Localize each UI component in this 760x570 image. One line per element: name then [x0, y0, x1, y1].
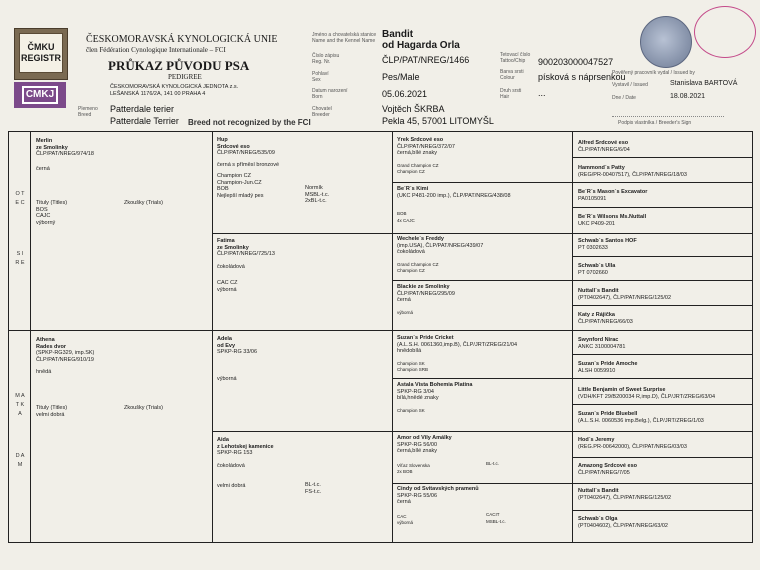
gen2-entry: Fatima ze Smolinky ČLP/PAT/NREG/725/13 čokoládová CAC CZ výborná [217, 238, 275, 293]
issued-by-label: Vystavil / Issued [612, 82, 648, 88]
gen4-entry: Hod`s Jeremy (REG.PR-00642000), ČLP/PAT/NREG/03/03 [578, 437, 687, 450]
gen3-entry: Cindy od Svitavských pramenů SPKP-RG 55/06 černá CAC výborná [397, 486, 479, 525]
gen4-entry: Nuttall`s Bandit (PT0402647), ČLP/PAT/NREG/125/02 [578, 288, 672, 301]
gen3-entry: Blackie ze Smolinky ČLP/PAT/NREG/295/09 černá výborná [397, 284, 455, 315]
dog-dob: 05.06.2021 [382, 89, 428, 99]
sex-label-en: Sex [312, 77, 321, 83]
breed-label-cz: Plemeno [78, 106, 98, 112]
gen4-entry: Alfred Srdcové eso ČLP/PAT/NREG/6/04 [578, 140, 630, 153]
gen3-entry: Wechele`s Freddy (imp.USA), ČLP/PAT/NREG/439/07 čokoládová Grand Champion CZ Champion CZ [397, 236, 484, 273]
issued-label: Pověřený pracovník vydal / Issued by [612, 70, 695, 76]
gen4-entry: Be`R`s Mason`s Excavator PA0105091 [578, 189, 648, 202]
gen2-exams: Normík MSBL-t.c. 2xBL-t.c. [305, 185, 330, 204]
sex-label: Pohlaví [312, 71, 329, 77]
issued-date: 18.08.2021 [670, 93, 706, 100]
color-label: Barva srsti [500, 69, 524, 75]
breeder-name: Vojtěch ŠKRBA [382, 104, 445, 114]
dam-name: Athena Rades dvor (SPKP-RG329, imp.SK) ČLP/PAT/NREG/910/19 hnědá [36, 337, 95, 375]
jednota: ČESKOMORAVSKÁ KYNOLOGICKÁ JEDNOTA z.s. [110, 84, 239, 90]
gen4-entry: Schwab`s Santos HOF PT 0302633 [578, 238, 637, 251]
chip-label: Tetovací číslo [500, 52, 531, 58]
gen4-entry: Little Benjamin of Sweet Surprise (VDH/KFT 29/B200034 R,imp.D), ČLP/JRT/ZREG/63/04 [578, 387, 716, 400]
gen4-entry: Swynford Nirac ANKC 3100004781 [578, 337, 626, 350]
dog-kennel: od Hagarda Orla [382, 40, 460, 51]
official-seal [640, 16, 692, 68]
issued-name: Stanislava BARTOVÁ [670, 80, 738, 87]
gen4-entry: Suzan`s Pride Amoche ALSH 0059910 [578, 361, 638, 374]
hair-label: Druh srsti [500, 88, 522, 94]
reg-label: Číslo zápisu [312, 53, 340, 59]
gen4-entry: Be`R`s Wilsons Ms.Nuttall UKC P409-201 [578, 214, 647, 227]
gen4-entry: Suzan`s Pride Bluebell (A.L.S.H. 0060536 imp.Belg.), ČLP/JRT/ZREG/1/03 [578, 411, 704, 424]
cmkj-logo [14, 82, 66, 108]
dog-color: písková s náprsenkou [538, 72, 626, 82]
chip-label-en: Tattoo/Chip [500, 58, 526, 64]
fci-note: Breed not recognized by the FCI [188, 118, 311, 127]
doc-subtitle: PEDIGREE [168, 73, 202, 81]
gen3-exams: CACIT MSBL-t.c. [486, 512, 506, 524]
dog-reg: ČLP/PAT/NREG/1466 [382, 55, 470, 65]
sire-label: S I R E [15, 251, 25, 266]
cmkj-logo-text: CMKJ [22, 86, 58, 104]
gen2-entry: Aida z Lehotskej kamenice SPKP-RG 153 čokoládová velmi dobrá [217, 437, 274, 489]
grid-top [8, 131, 753, 132]
gen3-entry: Amor od Vily Amálky SPKP-RG 56/00 černá,bílé znaky Víťaz Slovenska 2x BOB [397, 435, 452, 474]
gen4-entry: Schwab`s Ulla PT 0702660 [578, 263, 616, 276]
breed-cz: Patterdale terier [110, 104, 175, 114]
sire-trials: Zkoušky (Trials) [124, 200, 163, 206]
breed-en: Patterdale Terrier [110, 116, 179, 126]
gen4-entry: Hammond`s Patty (REG/PR-00407517), ČLP/PAT/NREG/18/03 [578, 165, 687, 178]
dam-trials: Zkoušky (Trials) [124, 405, 163, 411]
gen3-exam: BL-t.c. [486, 461, 500, 466]
sire-titles: Tituly (Titles) BOS CAJC výborný [36, 200, 68, 226]
name-label: Jméno a chovatelská stanice [312, 32, 377, 38]
gen3-entry: Astala Vista Bohemia Platina SPKP-RG 3/04 bílá,hnědé znaky Champion SK [397, 382, 473, 413]
gen4-entry: Katy z Rájička ČLP/PAT/NREG/66/03 [578, 312, 633, 325]
fci-member: člen Fédération Cynologique Internationale – FCI [86, 46, 226, 54]
gen2-exams: BL-t.c. FS-t.c. [305, 482, 322, 495]
dog-chip: 900203000047527 [538, 57, 614, 67]
breeder-label-en: Breeder [312, 112, 330, 118]
doc-title: PRŮKAZ PŮVODU PSA [108, 58, 250, 73]
dam-titles: Tituly (Titles) velmi dobrá [36, 405, 68, 418]
dog-hair: ... [538, 88, 546, 98]
signature-label: Podpis vlastníka / Breeder's Sign [618, 120, 692, 126]
dob-label-en: Born [312, 94, 323, 100]
gen3-entry: Suzan`s Pride Cricket (A.L.S.H. 0061360,imp.B), ČLP/JRT/ZREG/21/04 hnědobílá Champion SK Champion SRB [397, 335, 518, 372]
dog-sex: Pes/Male [382, 72, 420, 82]
gen2-entry: Adela od Evy SPKP-RG 33/06 výborná [217, 336, 258, 382]
cmku-registr-logo [14, 28, 68, 80]
date-label: Dne / Date [612, 95, 636, 101]
reg-label-en: Reg. Nr. [312, 59, 331, 65]
sire-name: Merlin ze Smolinky ČLP/PAT/NREG/974/18 černá [36, 138, 94, 172]
gen3-entry: Be`R`s Kimi (UKC P481-200 imp.), ČLP/PAT/NREG/438/08 BOB 4x CAJC [397, 186, 511, 223]
gen4-entry: Schwab`s Olga (PT0404602), ČLP/PAT/NREG/63/02 [578, 516, 668, 529]
hair-label-en: Hair [500, 94, 510, 100]
matka-label: M A T K A [15, 393, 25, 417]
breeder-address: Pekla 45, 57001 LITOMYŠL [382, 116, 494, 126]
dog-name: Bandit [382, 29, 414, 40]
gen4-entry: Nuttall`s Bandit (PT0402647), ČLP/PAT/NREG/125/02 [578, 488, 672, 501]
dam-label: D A M [15, 453, 25, 468]
name-label-en: Name and the Kennel Name [312, 38, 376, 44]
gen4-entry: Amazong Srdcové eso ČLP/PAT/NREG/7/05 [578, 463, 637, 476]
pink-stamp [694, 6, 756, 58]
color-label-en: Colour [500, 75, 515, 81]
breed-label-en: Breed [78, 112, 92, 118]
cmku-logo-text: ČMKU REGISTR [19, 33, 63, 73]
dob-label: Datum narození [312, 88, 348, 94]
otec-label: O T E C [15, 191, 25, 206]
gen2-entry: Hup Srdcové eso ČLP/PAT/NREG/535/09 černá s příměsí bronzové Champion CZ Champion-Jun.CZ BOB Nejlepší mladý pes [217, 137, 280, 199]
breeder-label: Chovatel [312, 106, 332, 112]
gen3-entry: Yrek Srdcové eso ČLP/PAT/NREG/372/07 černá,bílé znaky Grand Champion CZ Champion CZ [397, 137, 455, 174]
org-address: LEŠANSKÁ 1176/2A, 141 00 PRAHA 4 [110, 91, 206, 97]
org-name: ČESKOMORAVSKÁ KYNOLOGICKÁ UNIE [86, 34, 278, 45]
